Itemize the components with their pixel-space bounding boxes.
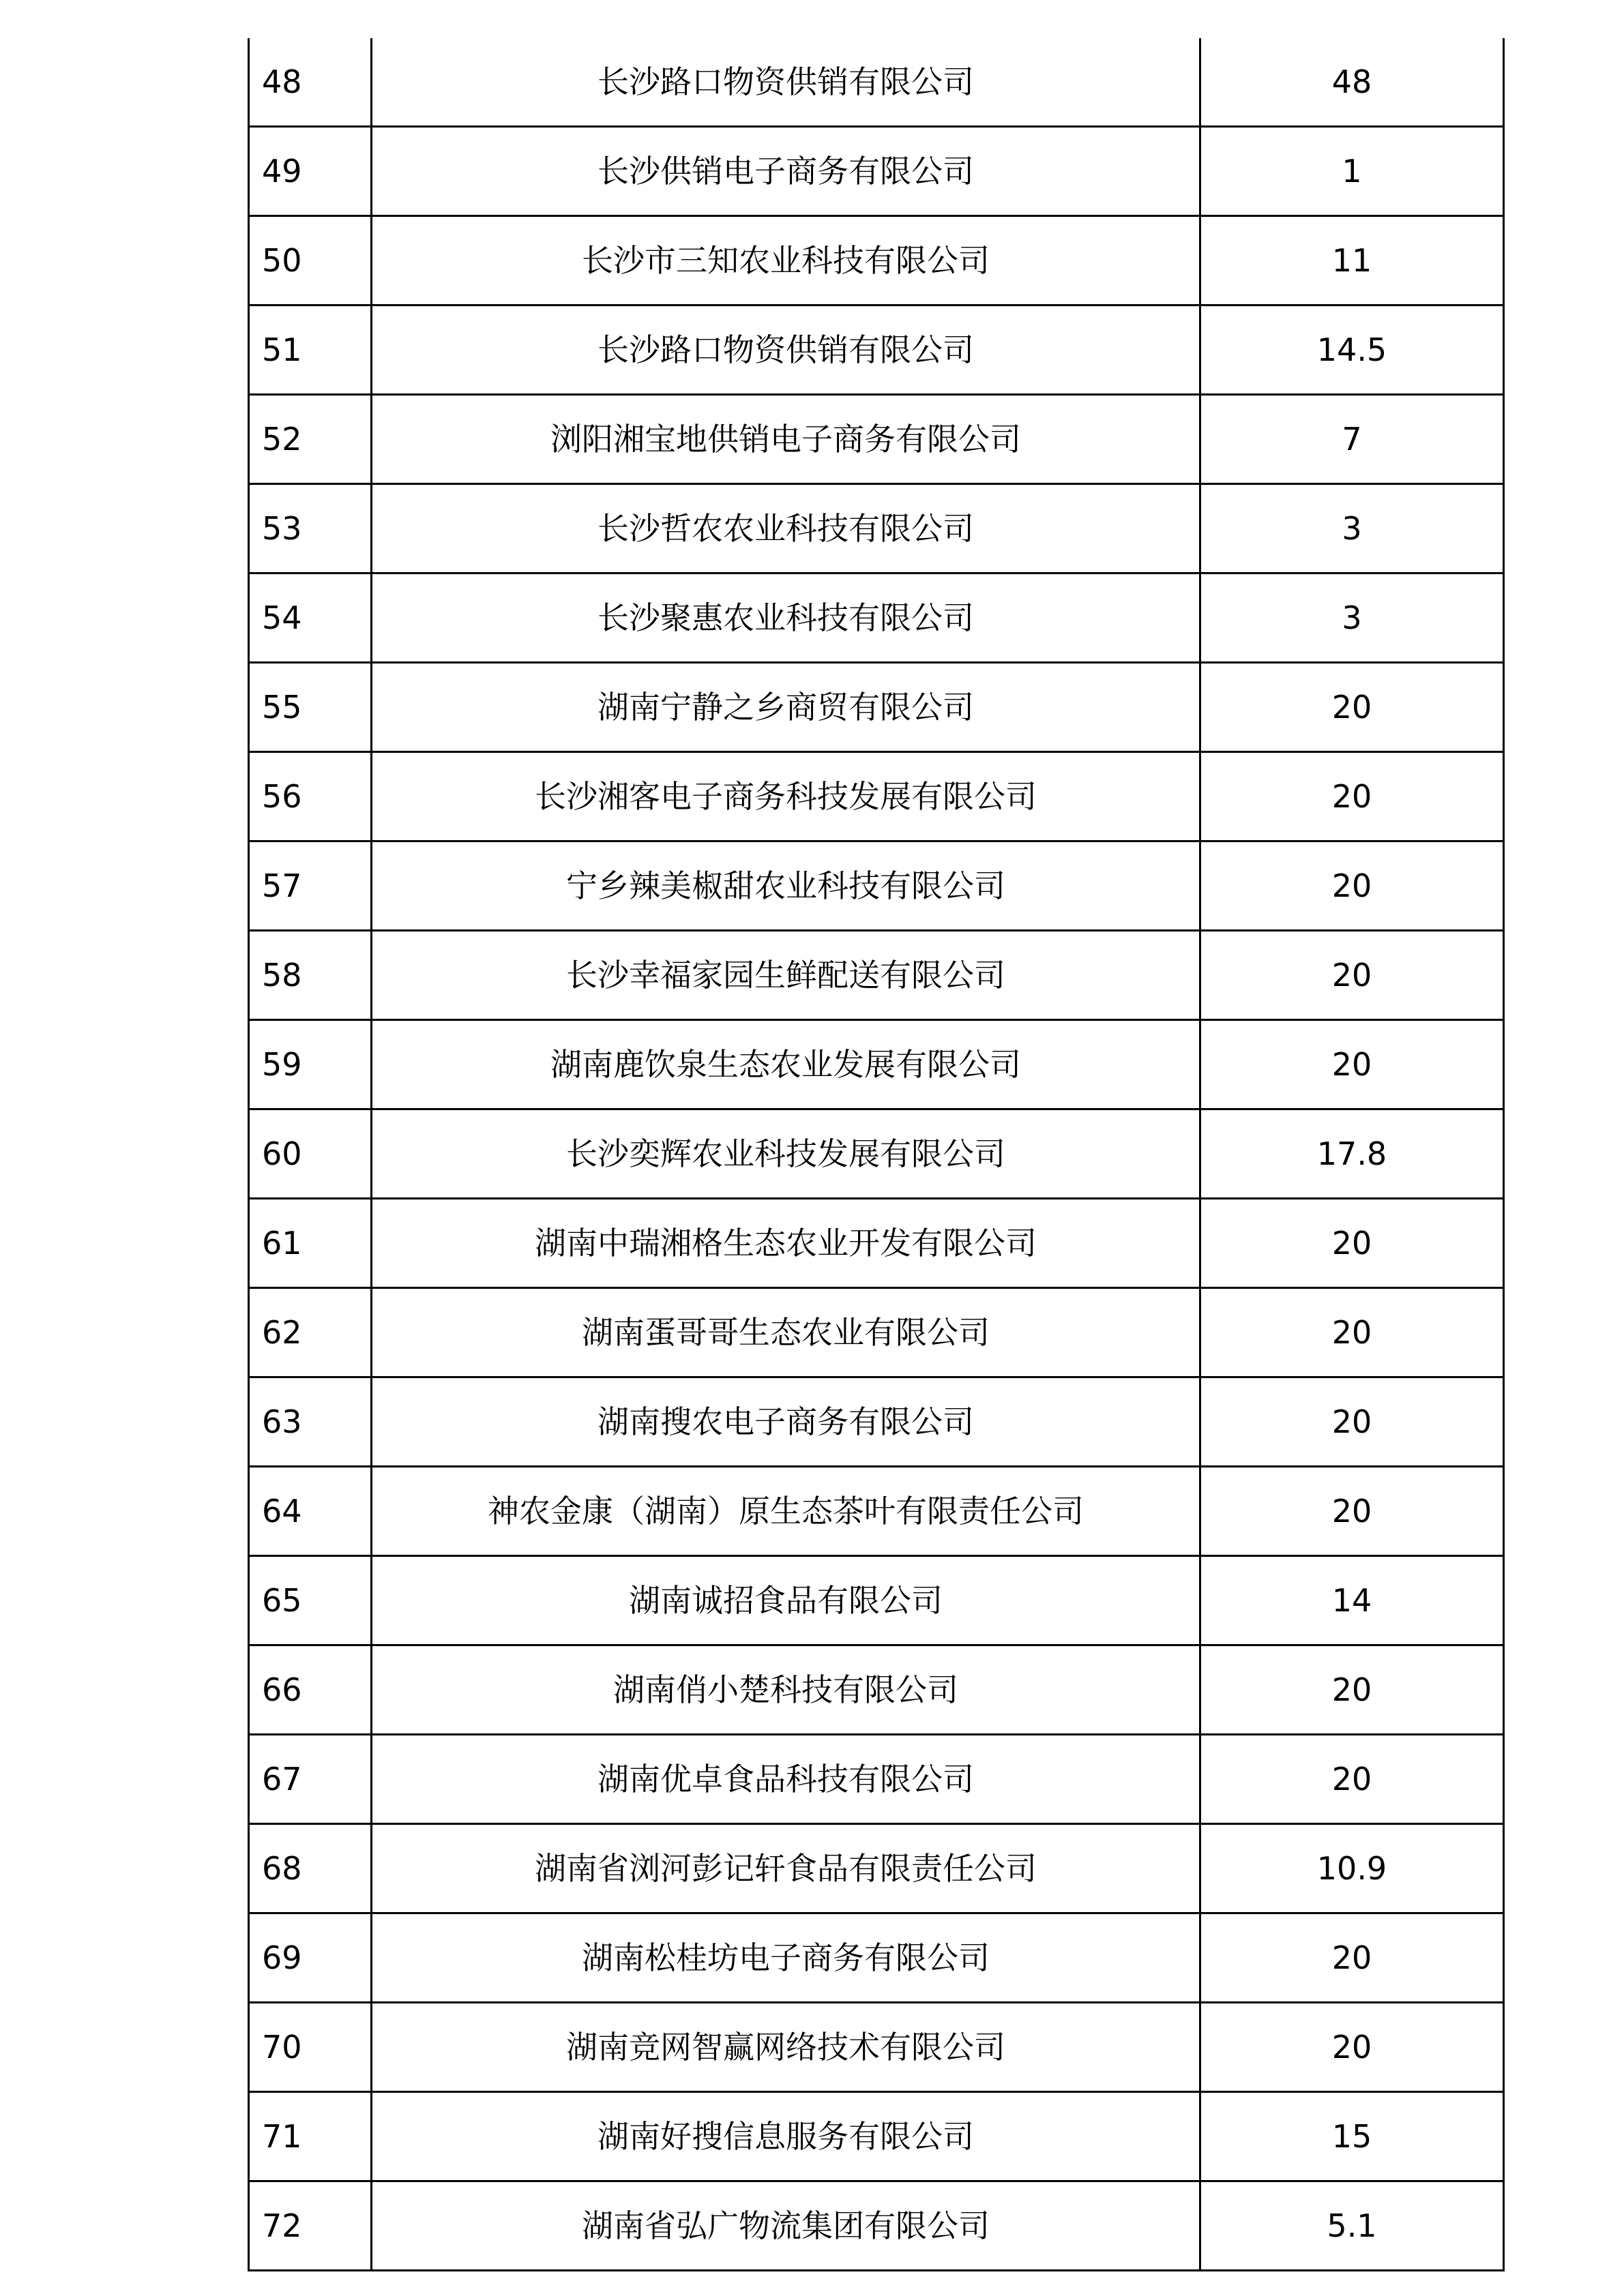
table-body [249,38,1504,2271]
company-name-cell: 长沙湘客电子商务科技发展有限公司 [372,752,1200,841]
amount-cell: 1 [1200,127,1504,216]
company-name-cell: 湖南蛋哥哥生态农业有限公司 [372,1288,1200,1377]
row-number-cell: 70 [249,2003,372,2092]
company-name-cell: 长沙路口物资供销有限公司 [372,305,1200,395]
table-row [249,1913,1504,2003]
company-name-cell: 湖南鹿饮泉生态农业发展有限公司 [372,1020,1200,1109]
table-row [249,1199,1504,1288]
company-name-cell: 湖南好搜信息服务有限公司 [372,2092,1200,2181]
row-number-cell: 68 [249,1824,372,1913]
table-row [249,2181,1504,2271]
company-name-cell: 湖南松桂坊电子商务有限公司 [372,1913,1200,2003]
amount-cell: 10.9 [1200,1824,1504,1913]
row-number-cell: 69 [249,1913,372,2003]
company-name-cell: 湖南诚招食品有限公司 [372,1556,1200,1645]
amount-cell: 7 [1200,395,1504,484]
company-name-cell: 长沙路口物资供销有限公司 [372,38,1200,127]
company-name-cell: 湖南竞网智赢网络技术有限公司 [372,2003,1200,2092]
amount-cell: 20 [1200,931,1504,1020]
table-row [249,127,1504,216]
amount-cell: 20 [1200,841,1504,931]
row-number-cell: 60 [249,1109,372,1199]
row-number-cell: 48 [249,38,372,127]
table-row [249,752,1504,841]
company-name-cell: 长沙幸福家园生鲜配送有限公司 [372,931,1200,1020]
table-row [249,2003,1504,2092]
amount-cell: 20 [1200,663,1504,752]
amount-cell: 20 [1200,1020,1504,1109]
table-row [249,2092,1504,2181]
company-name-cell: 湖南宁静之乡商贸有限公司 [372,663,1200,752]
amount-cell: 17.8 [1200,1109,1504,1199]
amount-cell: 20 [1200,1199,1504,1288]
amount-cell: 3 [1200,484,1504,573]
amount-cell: 20 [1200,1645,1504,1735]
amount-cell: 20 [1200,1377,1504,1467]
amount-cell: 48 [1200,38,1504,127]
row-number-cell: 67 [249,1735,372,1824]
company-name-cell: 长沙供销电子商务有限公司 [372,127,1200,216]
row-number-cell: 51 [249,305,372,395]
company-name-cell: 湖南省弘广物流集团有限公司 [372,2181,1200,2271]
table-row [249,1467,1504,1556]
amount-cell: 20 [1200,2003,1504,2092]
row-number-cell: 61 [249,1199,372,1288]
table-row [249,931,1504,1020]
company-name-cell: 湖南中瑞湘格生态农业开发有限公司 [372,1199,1200,1288]
row-number-cell: 57 [249,841,372,931]
table-row [249,1109,1504,1199]
table-row [249,1556,1504,1645]
amount-cell: 14.5 [1200,305,1504,395]
table-row [249,484,1504,573]
company-name-cell: 湖南优卓食品科技有限公司 [372,1735,1200,1824]
row-number-cell: 65 [249,1556,372,1645]
company-name-cell: 湖南搜农电子商务有限公司 [372,1377,1200,1467]
company-name-cell: 浏阳湘宝地供销电子商务有限公司 [372,395,1200,484]
row-number-cell: 54 [249,573,372,663]
amount-cell: 5.1 [1200,2181,1504,2271]
table-row [249,216,1504,305]
row-number-cell: 59 [249,1020,372,1109]
row-number-cell: 72 [249,2181,372,2271]
amount-cell: 14 [1200,1556,1504,1645]
company-name-cell: 神农金康（湖南）原生态茶叶有限责任公司 [372,1467,1200,1556]
row-number-cell: 64 [249,1467,372,1556]
table-row [249,1645,1504,1735]
amount-cell: 20 [1200,1735,1504,1824]
row-number-cell: 71 [249,2092,372,2181]
table-row [249,38,1504,127]
row-number-cell: 55 [249,663,372,752]
company-name-cell: 湖南俏小楚科技有限公司 [372,1645,1200,1735]
table-row [249,841,1504,931]
amount-cell: 3 [1200,573,1504,663]
row-number-cell: 62 [249,1288,372,1377]
table-row [249,395,1504,484]
row-number-cell: 50 [249,216,372,305]
row-number-cell: 58 [249,931,372,1020]
table-row [249,305,1504,395]
company-name-cell: 宁乡辣美椒甜农业科技有限公司 [372,841,1200,931]
table-row [249,663,1504,752]
row-number-cell: 63 [249,1377,372,1467]
table-row [249,1288,1504,1377]
company-name-cell: 长沙聚惠农业科技有限公司 [372,573,1200,663]
row-number-cell: 56 [249,752,372,841]
company-name-cell: 长沙哲农农业科技有限公司 [372,484,1200,573]
table-row [249,1735,1504,1824]
amount-cell: 20 [1200,1467,1504,1556]
table-row [249,573,1504,663]
company-name-cell: 湖南省浏河彭记轩食品有限责任公司 [372,1824,1200,1913]
table-row [249,1020,1504,1109]
company-name-cell: 长沙奕辉农业科技发展有限公司 [372,1109,1200,1199]
row-number-cell: 49 [249,127,372,216]
row-number-cell: 52 [249,395,372,484]
amount-cell: 20 [1200,1913,1504,2003]
company-name-cell: 长沙市三知农业科技有限公司 [372,216,1200,305]
table-row [249,1377,1504,1467]
row-number-cell: 53 [249,484,372,573]
row-number-cell: 66 [249,1645,372,1735]
table-row [249,1824,1504,1913]
amount-cell: 11 [1200,216,1504,305]
amount-cell: 20 [1200,1288,1504,1377]
amount-cell: 15 [1200,2092,1504,2181]
company-table [248,38,1505,2271]
amount-cell: 20 [1200,752,1504,841]
